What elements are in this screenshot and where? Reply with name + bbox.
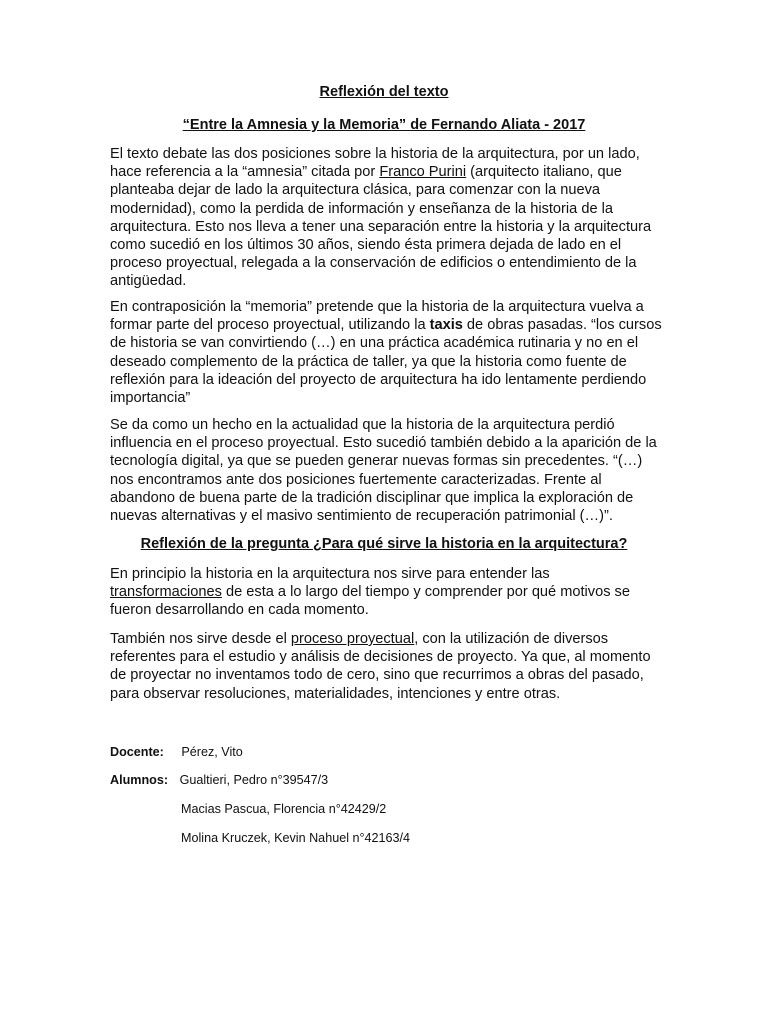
paragraph-4-text-a: En principio la historia en la arquitectura nos sirve para entender las — [110, 566, 550, 582]
docente-line — [110, 745, 243, 759]
franco-purini-link[interactable]: Franco Purini — [379, 164, 467, 181]
alumno-3: Molina Kruczek, Kevin Nahuel n°42163/4 — [181, 831, 411, 845]
paragraph-2-text-b: de obras pasadas. “los cursos de historia se van convirtiendo (…) en una práctica académica rutinaria y no en el deseado complemento de la práctica de taller, ya que la historia como fuente de reflexión para la ideación del proyecto de arquitectura ha ido lentamente perdiendo importancia” — [110, 317, 662, 407]
alumno-2: Macias Pascua, Florencia n°42429/2 — [181, 802, 387, 816]
paragraph-5-text-a: También nos sirve desde el — [110, 631, 291, 647]
question-title: Reflexión de la pregunta ¿Para qué sirve la historia en la arquitectura? — [140, 536, 628, 552]
alumnos-line — [110, 773, 328, 787]
alumnos-label: Alumnos: — [110, 773, 169, 787]
taxis-bold: taxis — [429, 317, 463, 334]
document-subtitle: “Entre la Amnesia y la Memoria” de Fernando Aliata - 2017 — [182, 117, 586, 133]
paragraph-2 — [110, 298, 662, 407]
docente-name: Pérez, Vito — [181, 745, 243, 759]
alumno-1: Gualtieri, Pedro n°39547/3 — [179, 773, 329, 787]
transformaciones-link[interactable]: transformaciones — [110, 584, 222, 601]
document-title: Reflexión del texto — [319, 84, 449, 100]
paragraph-4-text-b: de esta a lo largo del tiempo y comprender por qué motivos se fueron desarrollando en cada momento. — [110, 584, 630, 619]
paragraph-2-text-a: En contraposición la “memoria” pretende que la historia de la arquitectura vuelva a formar parte del proceso proyectual, utilizando la — [110, 299, 644, 334]
paragraph-5-text-b: , con la utilización de diversos referentes para el estudio y análisis de decisiones de proyecto. Ya que, al momento de proyectar no inventamos todo de cero, sino que recurrimos a obras del pasado, para observar resoluciones, materialidades, intenciones y entre otras. — [110, 631, 651, 702]
paragraph-4 — [110, 565, 662, 620]
proceso-proyectual-link[interactable]: proceso proyectual — [290, 631, 415, 647]
docente-label: Docente: — [110, 745, 164, 759]
paragraph-1-text-b: (arquitecto italiano, que planteaba dejar de lado la arquitectura clásica, para comenzar con la nueva modernidad), como la perdida de información y enseñanza de la historia de la arquitectura. Esto nos lleva a tener una separación entre la historia y la arquitectura como sucedió en los últimos 30 años, siendo ésta primera dejada de lado en el proceso proyectual, relegada a la conservación de edificios o entendimiento de la antigüedad. — [110, 164, 652, 290]
paragraph-5 — [110, 630, 662, 703]
paragraph-1 — [110, 145, 662, 291]
paragraph-1-text-a: El texto debate las dos posiciones sobre la historia de la arquitectura, por un lado, hace referencia a la “amnesia” citada por — [110, 146, 640, 181]
paragraph-3 — [110, 416, 662, 525]
paragraph-3-text: Se da como un hecho en la actualidad que la historia de la arquitectura perdió influencia en el proceso proyectual. Esto sucedió también debido a la aparición de la tecnología digital, ya que se pueden generar nuevas formas sin precedentes. “(…) nos encontramos ante dos posiciones fuertemente caracterizadas. Frente al abandono de buena parte de la tradición disciplinar que implica la exploración de nuevas alternativas y el masivo sentimiento de recuperación patrimonial (…)”. — [110, 417, 657, 525]
